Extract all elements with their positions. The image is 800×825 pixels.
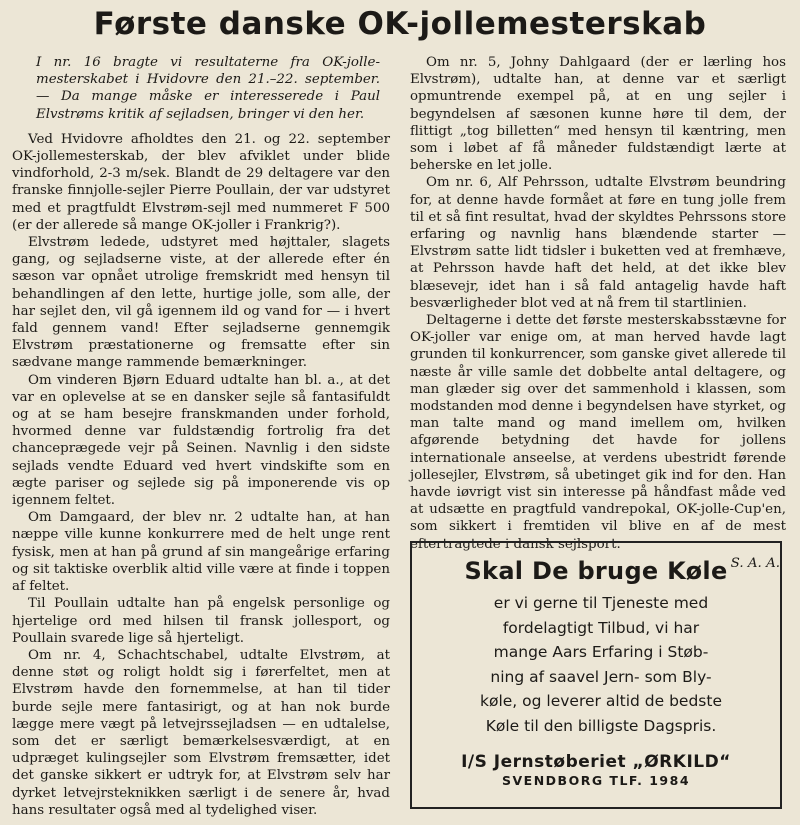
paragraph: Elvstrøm ledede, udstyret med højttaler, slagets gang, og sejladserne viste, at der allerede efter én sæson var opnået utrolige fremskridt med hensyn til behandlingen af den lette, hurtige jolle, som alle, der har sejlet den, vil gå igennem ild og vand for — i hvert fald gennem vand! Efter sejladserne gennemgik Elvstrøm præstationerne og fremsatte efter sin sædvane mange rammende bemærkninger. — [12, 235, 390, 371]
paragraph: Deltagerne i dette det første mesterskabsstævne for OK-joller var enige om, at man herved havde lagt grunden til konkurrencer, som ganske givet allerede til næste år ville samle det dobbelte antal deltagere, og man glæder sig over det sammenhold i klassen, som modstanden mod denne i begyndelsen have styrket, og man talte mand og mand imellem om, hvilken afgørende betydning det havde for jollens internationale anseelse, at verdens ubestridt førende jollesejler, Elvstrøm, så ubetinget gik ind for den. Han havde iøvrigt vist sin interesse på håndfast måde ved at udsætte en pragtfuld vandrepokal, OK-jolle-Cup'en, som sikkert i fremtiden vil blive en af de mest eftertragtede i dansk sejlsport. — [410, 313, 786, 552]
paragraph: Ved Hvidovre afholdtes den 21. og 22. september OK-jollemesterskab, der blev afviklet under blide vindforhold, 2-3 m/sek. Blandt de 29 deltagere var den franske finnjolle-sejler Pierre Poullain, der var udstyret med et pragtfuldt Elvstrøm-sejl med nummeret F 500 (er der allerede så mange OK-joller i Frankrig?). — [12, 131, 390, 233]
paragraph: Om vinderen Bjørn Eduard udtalte han bl. a., at det var en oplevelse at se en dansker sejle så fantasifuldt og at se ham besejre franskmanden under forhold, hvormed denne var fuldstændig fortrolig fra det chanceprægede vejr på Seinen. Navnlig i den sidste sejlads vendte Eduard ved hvert vindskifte som en ægte pariser og sejlede sig på imponerende vis op igennem feltet. — [12, 372, 390, 509]
paragraph: Om nr. 4, Schachtschabel, udtalte Elvstrøm, at denne støt og roligt holdt sig i førerfeltet, men at Elvstrøm havde den fornemmelse, at han til tider burde sejle mere fantasirigt, og at han nok burde lægge mere vægt på letvejrssejladsen — en udtalelse, som det er særligt bemærkelsesværdigt, at en udpræget kulingsejler som Elvstrøm fremsætter, idet det ganske sikkert er udtryk for, at Elvstrøm selv har dyrket letvejrsteknikken særligt i de senere år, hvad hans resultater også med al tydelighed viser. — [12, 647, 390, 818]
ad-company-name: I/S Jernstøberiet „ØRKILD“ — [461, 752, 731, 772]
ad-line: er vi gerne til Tjeneste med — [493, 594, 709, 612]
ad-line: ning af saavel Jern- som Bly- — [490, 667, 712, 686]
ad-address: SVENDBORG TLF. 1984 — [501, 773, 691, 788]
right-column — [410, 54, 786, 572]
ad-line: fordelagtigt Tilbud, vi har — [502, 618, 700, 637]
ad-headline: Skal De bruge Køle — [464, 557, 728, 585]
paragraph: Til Poullain udtalte han på engelsk personlige og hjertelige ord med hilsen til fransk jollesport, og Poullain svarede lige så hjerteligt. — [12, 596, 390, 646]
ad-line: køle, og leverer altid de bedste — [480, 692, 722, 710]
article-intro: I nr. 16 bragte vi resultaterne fra OK-jolle-mesterskabet i Hvidovre den 21.–22. september. — Da mange måske er interesserede i Paul Elvstrøms kritik af sejladsen, bringer vi den her. — [36, 55, 380, 122]
left-column — [12, 54, 390, 819]
advertisement-box — [410, 541, 782, 809]
ad-body — [412, 591, 780, 738]
paragraph: Om nr. 6, Alf Pehrsson, udtalte Elvstrøm beundring for, at denne havde formået at føre en tung jolle frem til et så fint resultat, hvad der skyldtes Pehrssons store erfaring og navnlig hans blændende starter — Elvstrøm satte lidt tidsler i buketten ved at fremhæve, at Pehrsson havde haft det held, at det ikke blev blæsevejr, idet han i så fald antagelig havde haft besværligheder blot ved at nå frem til startlinien. — [410, 175, 786, 311]
paragraph: Om nr. 5, Johny Dahlgaard (der er lærling hos Elvstrøm), udtalte han, at denne var et særligt opmuntrende exempel på, at en ung sejler i begyndelsen af sæsonen kunne høre til dem, der flittigt „tog billetten“ med hensyn til kæntring, men som i løbet af få måneder fuldstændigt lærte at beherske en let jolle. — [410, 55, 786, 174]
paragraph: Om Damgaard, der blev nr. 2 udtalte han, at han næppe ville kunne konkurrere med de helt unge rent fysisk, men at han på grund af sin mangeårige erfaring og sit taktiske overblik altid ville være at finde i toppen af feltet. — [12, 510, 390, 595]
author-signature: S. A. A. — [730, 555, 780, 571]
ad-line: mange Aars Erfaring i Støb- — [493, 643, 709, 661]
article-title: Første danske OK-jollemesterskab — [93, 6, 707, 42]
ad-line: Køle til den billigste Dagspris. — [485, 716, 717, 735]
